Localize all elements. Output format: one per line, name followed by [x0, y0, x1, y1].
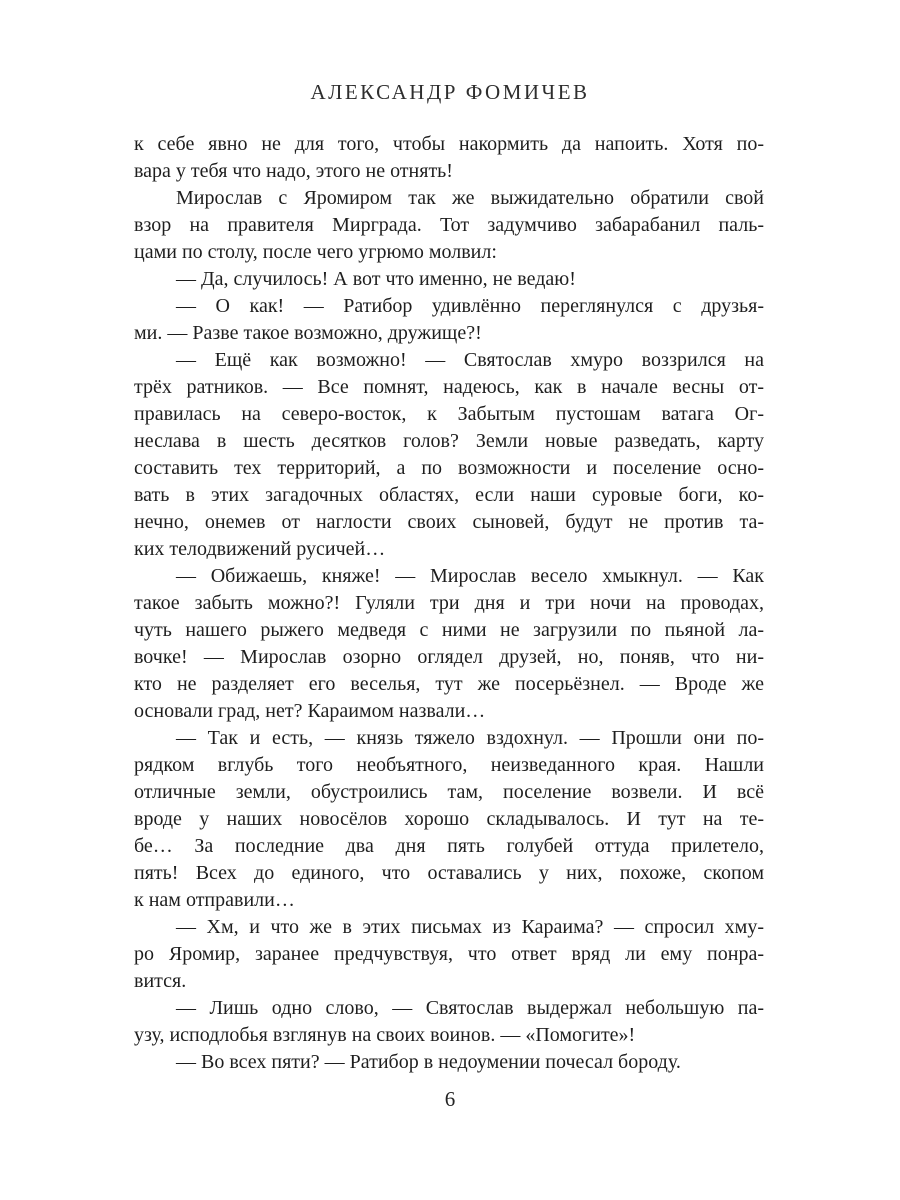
text-line: ми. — Разве такое возможно, дружище?! [134, 322, 482, 344]
text-line: — Лишь одно слово, — Святослав выдержал небольшую па- [176, 997, 764, 1019]
text-line: ро Яромир, заранее предчувствуя, что ответ вряд ли ему понра- [134, 943, 764, 965]
text-block [134, 131, 764, 1076]
text-line: отличные земли, обустроились там, поселение возвели. И всё [134, 781, 764, 803]
running-header: АЛЕКСАНДР ФОМИЧЕВ [310, 80, 590, 104]
text-line: пять! Всех до единого, что оставались у них, похоже, скопом [134, 862, 764, 884]
text-line: неслава в шесть десятков голов? Земли новые разведать, карту [134, 430, 764, 452]
text-line: кто не разделяет его веселья, тут же посерьёзнел. — Вроде же [134, 673, 764, 695]
text-line: к себе явно не для того, чтобы накормить да напоить. Хотя по- [134, 133, 764, 155]
page-number: 6 [444, 1087, 456, 1111]
text-line: — Да, случилось! А вот что именно, не ведаю! [176, 268, 576, 290]
text-line: такое забыть можно?! Гуляли три дня и три ночи на проводах, [134, 592, 764, 614]
text-line: — Обижаешь, княже! — Мирослав весело хмыкнул. — Как [176, 565, 764, 587]
text-line: рядком вглубь того необъятного, неизведанного края. Нашли [134, 754, 764, 776]
text-line: вать в этих загадочных областях, если наши суровые боги, ко- [134, 484, 764, 506]
text-line: к нам отправили… [134, 889, 295, 911]
text-line: ких телодвижений русичей… [134, 538, 386, 560]
text-line: узу, исподлобья взглянув на своих воинов. — «Помогите»! [134, 1024, 636, 1046]
text-line: нечно, онемев от наглости своих сыновей, будут не против та- [134, 511, 764, 533]
text-line: — Ещё как возможно! — Святослав хмуро воззрился на [176, 349, 764, 371]
text-line: — Так и есть, — князь тяжело вздохнул. — Прошли они по- [176, 727, 764, 749]
text-line: чуть нашего рыжего медведя с ними не загрузили по пьяной ла- [134, 619, 764, 641]
text-line: вочке! — Мирослав озорно оглядел друзей, но, поняв, что ни- [134, 646, 764, 668]
text-line: правилась на северо-восток, к Забытым пустошам ватага Ог- [134, 403, 764, 425]
text-line: составить тех территорий, а по возможности и поселение осно- [134, 457, 764, 479]
text-line: трёх ратников. — Все помнят, надеюсь, как в начале весны от- [134, 376, 764, 398]
text-line: вара у тебя что надо, этого не отнять! [134, 160, 453, 182]
text-line: вится. [134, 970, 187, 992]
text-line: взор на правителя Мирграда. Тот задумчиво забарабанил паль- [134, 214, 764, 236]
text-line: Мирослав с Яромиром так же выжидательно обратили свой [176, 187, 764, 209]
text-line: — Хм, и что же в этих письмах из Караима? — спросил хму- [176, 916, 764, 938]
text-line: цами по столу, после чего угрюмо молвил: [134, 241, 497, 263]
text-line: бе… За последние два дня пять голубей оттуда прилетело, [134, 835, 764, 857]
text-line: — О как! — Ратибор удивлённо переглянулся с друзья- [176, 295, 764, 317]
text-line: вроде у наших новосёлов хорошо складывалось. И тут на те- [134, 808, 764, 830]
text-line: основали град, нет? Караимом назвали… [134, 700, 486, 722]
text-line: — Во всех пяти? — Ратибор в недоумении почесал бороду. [176, 1051, 681, 1073]
